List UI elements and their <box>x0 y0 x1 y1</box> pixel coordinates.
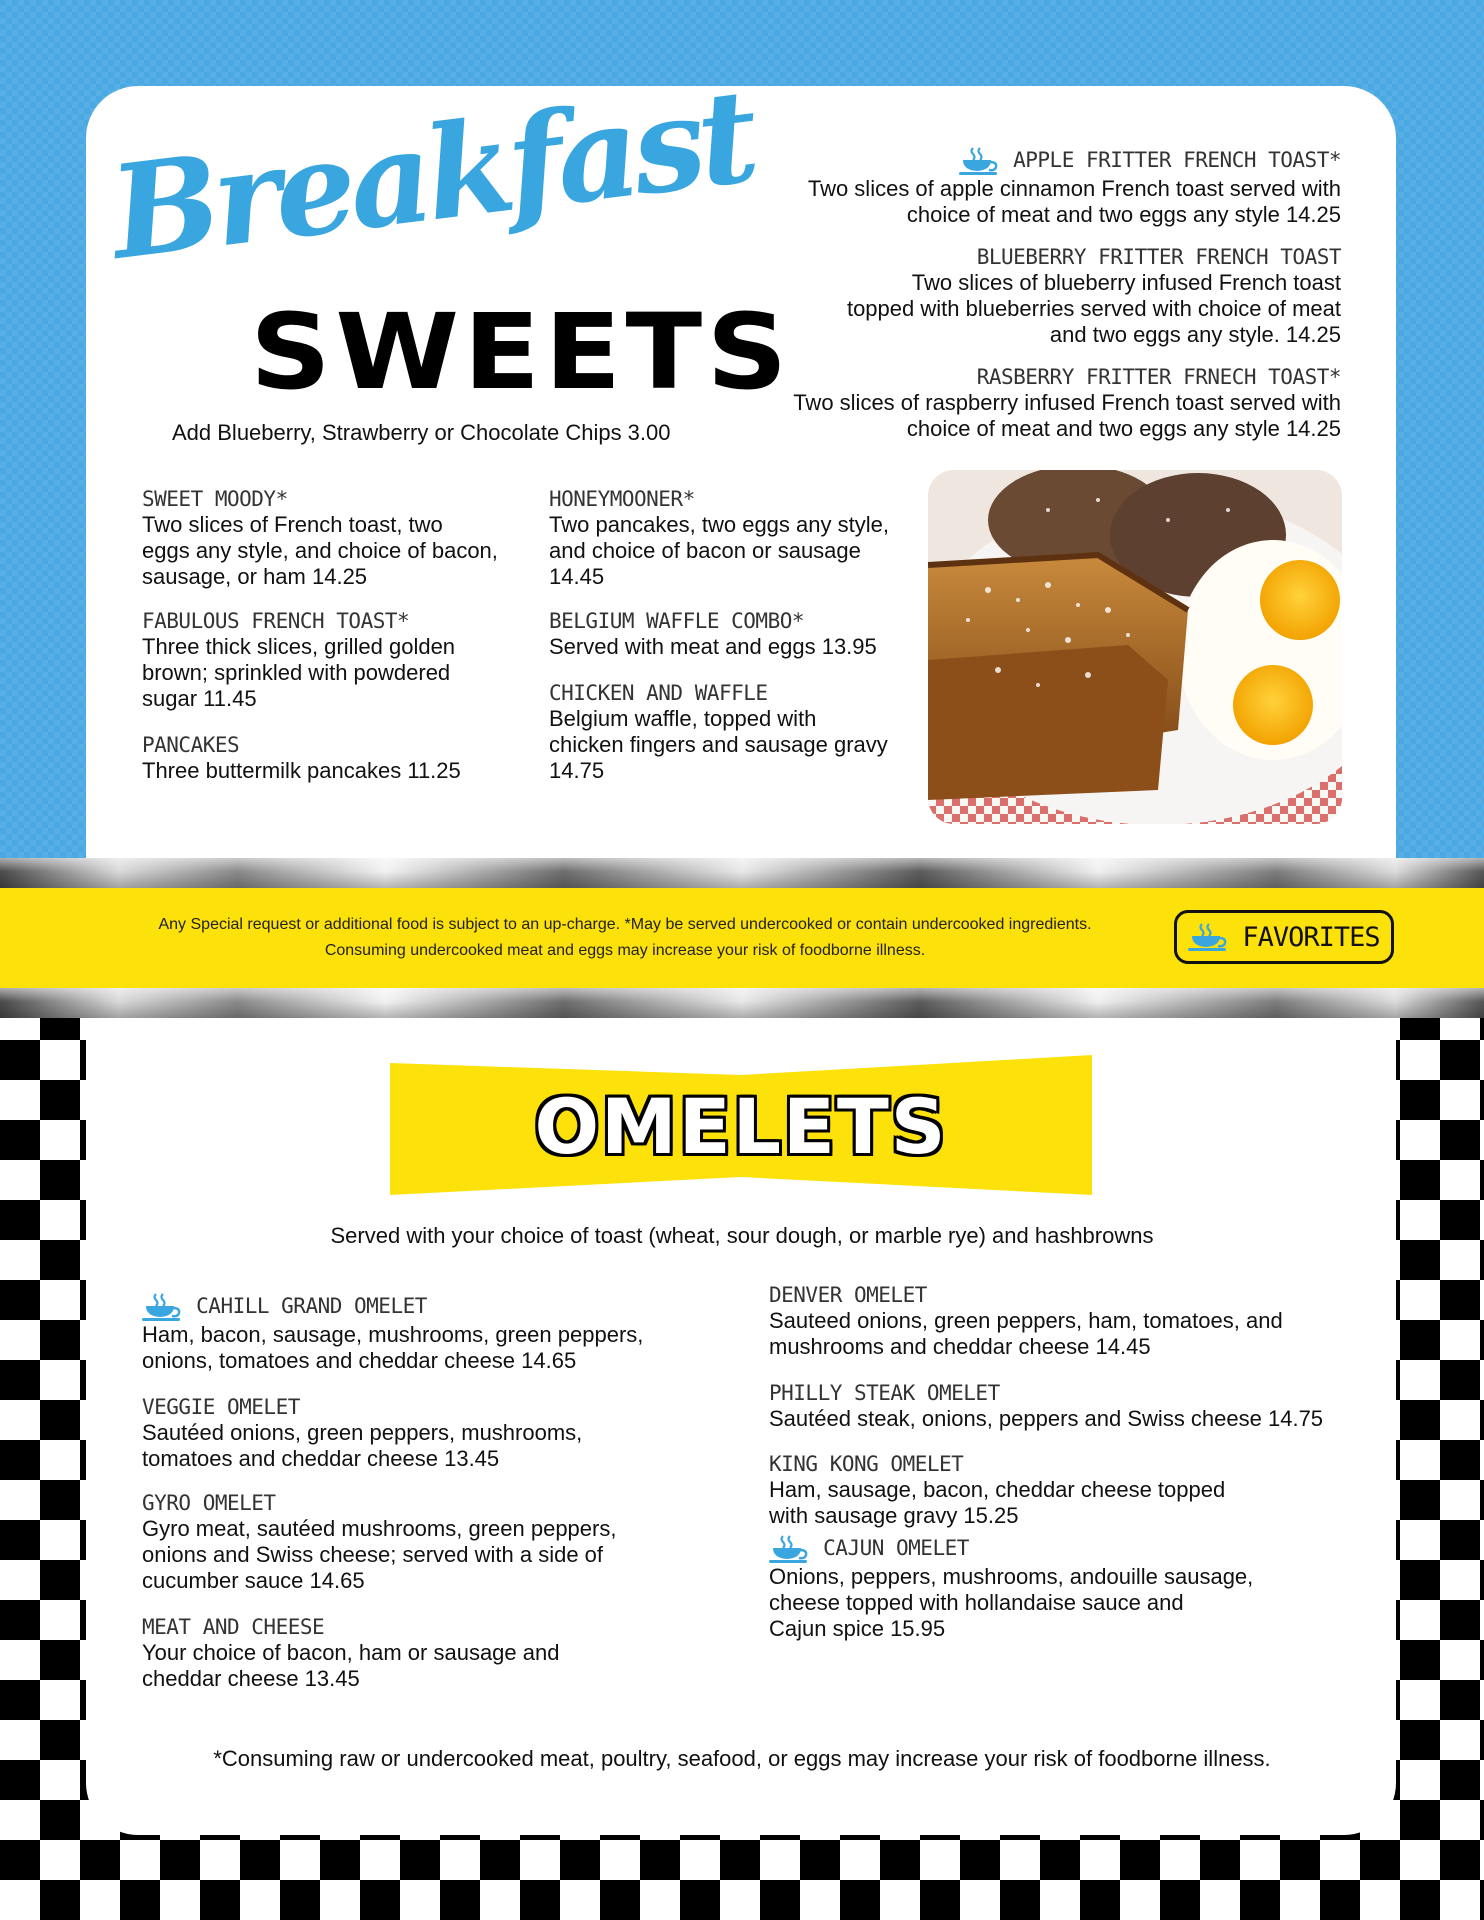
menu-item-name: APPLE FRITTER FRENCH TOAST* <box>701 146 1341 176</box>
menu-item-belgium-waffle-combo <box>549 608 877 660</box>
menu-item-honeymooner <box>549 486 889 590</box>
menu-item-denver-omelet <box>769 1282 1283 1360</box>
desc-line: tomatoes and cheddar cheese 13.45 <box>142 1446 500 1471</box>
featured-item-rasberry <box>701 364 1341 442</box>
desc-line: Sautéed steak, onions, peppers and Swiss cheese 14.75 <box>769 1406 1324 1431</box>
breakfast-title-sweets: SWEETS <box>250 291 792 413</box>
coffee-cup-icon <box>1188 922 1230 952</box>
desc-line: with sausage gravy 15.25 <box>769 1503 1019 1528</box>
notice-line: Consuming undercooked meat and eggs may increase your risk of foodborne illness. <box>324 942 926 959</box>
desc-line: Three thick slices, grilled golden <box>142 634 456 659</box>
desc-line: choice of meat and two eggs any style 14.25 <box>906 202 1341 227</box>
menu-item-name: KING KONG OMELET <box>769 1452 964 1476</box>
desc-line: sausage, or ham 14.25 <box>142 564 368 589</box>
menu-item-chicken-and-waffle <box>549 680 888 784</box>
menu-item-name: BLUEBERRY FRITTER FRENCH TOAST <box>976 245 1341 269</box>
desc-line: eggs any style, and choice of bacon, <box>142 538 498 563</box>
desc-line: Two slices of blueberry infused French toast <box>911 270 1341 295</box>
french-toast-photo <box>928 470 1342 824</box>
desc-line: Ham, bacon, sausage, mushrooms, green peppers, <box>142 1322 644 1347</box>
coffee-cup-icon <box>142 1292 184 1322</box>
chrome-divider-bottom <box>0 988 1484 1018</box>
desc-line: Served with meat and eggs 13.95 <box>549 634 877 659</box>
desc-line: and two eggs any style. 14.25 <box>1049 322 1341 347</box>
coffee-cup-icon <box>959 146 1001 176</box>
desc-line: mushrooms and cheddar cheese 14.45 <box>769 1334 1151 1359</box>
desc-line: and choice of bacon or sausage <box>549 538 861 563</box>
desc-line: Two slices of raspberry infused French toast served with <box>793 390 1341 415</box>
desc-line: cheddar cheese 13.45 <box>142 1666 360 1691</box>
menu-item-cahill-grand-omelet <box>142 1292 643 1374</box>
menu-item-name: DENVER OMELET <box>769 1283 927 1307</box>
omelets-subtitle: Served with your choice of toast (wheat, sour dough, or marble rye) and hashbrowns <box>330 1223 1154 1248</box>
desc-line: Two pancakes, two eggs any style, <box>549 512 889 537</box>
desc-line: sugar 11.45 <box>142 686 257 711</box>
chrome-divider-top <box>0 858 1484 888</box>
desc-line: brown; sprinkled with powdered <box>142 660 451 685</box>
desc-line: cucumber sauce 14.65 <box>142 1568 365 1593</box>
menu-item-name: PHILLY STEAK OMELET <box>769 1381 1000 1405</box>
desc-line: Two slices of French toast, two <box>142 512 443 537</box>
desc-line: chicken fingers and sausage gravy <box>549 732 888 757</box>
desc-line: Belgium waffle, topped with <box>549 706 817 731</box>
desc-line: Onions, peppers, mushrooms, andouille sausage, <box>769 1564 1254 1589</box>
breakfast-title-script: Breakfast <box>103 61 761 289</box>
favorites-label: FAVORITES <box>1242 921 1380 953</box>
desc-line: onions and Swiss cheese; served with a side of <box>142 1542 604 1567</box>
desc-line: onions, tomatoes and cheddar cheese 14.65 <box>142 1348 577 1373</box>
desc-line: Cajun spice 15.95 <box>769 1616 946 1641</box>
omelets-title: OMELETS <box>534 1082 948 1171</box>
menu-item-king-kong-omelet <box>769 1451 1225 1529</box>
menu-item-name: PANCAKES <box>142 733 240 757</box>
menu-item-sweet-moody <box>142 486 498 590</box>
favorites-legend <box>1174 910 1394 964</box>
menu-item-name: MEAT AND CHEESE <box>142 1615 325 1639</box>
featured-item-apple <box>701 146 1341 228</box>
coffee-cup-icon <box>769 1534 811 1564</box>
desc-line: Gyro meat, sautéed mushrooms, green peppers, <box>142 1516 617 1541</box>
menu-item-gyro-omelet <box>142 1490 616 1594</box>
menu-item-name: VEGGIE OMELET <box>142 1395 300 1419</box>
desc-line: 14.75 <box>549 758 605 783</box>
desc-line: cheese topped with hollandaise sauce and <box>769 1590 1184 1615</box>
menu-item-name: HONEYMOONER* <box>549 487 695 511</box>
desc-line: topped with blueberries served with choice of meat <box>846 296 1341 321</box>
menu-item-name: FABULOUS FRENCH TOAST* <box>142 609 410 633</box>
menu-item-name: CHICKEN AND WAFFLE <box>549 681 768 705</box>
menu-item-cajun-omelet <box>769 1534 1253 1642</box>
addon-note: Add Blueberry, Strawberry or Chocolate Chips 3.00 <box>172 420 671 445</box>
foodborne-illness-footnote: *Consuming raw or undercooked meat, poultry, seafood, or eggs may increase your risk of foodborne illness. <box>213 1746 1271 1771</box>
desc-line: 14.45 <box>549 564 605 589</box>
menu-item-name: RASBERRY FRITTER FRNECH TOAST* <box>976 365 1341 389</box>
upcharge-notice <box>100 912 1150 964</box>
featured-item-blueberry <box>701 244 1341 348</box>
desc-line: Your choice of bacon, ham or sausage and <box>142 1640 560 1665</box>
menu-item-philly-steak-omelet <box>769 1380 1323 1432</box>
desc-line: choice of meat and two eggs any style 14.25 <box>906 416 1341 441</box>
menu-item-name: CAHILL GRAND OMELET <box>142 1292 643 1322</box>
desc-line: Sautéed onions, green peppers, mushrooms, <box>142 1420 583 1445</box>
desc-line: Sauteed onions, green peppers, ham, tomatoes, and <box>769 1308 1283 1333</box>
notice-line: Any Special request or additional food is subject to an up-charge. *May be served undercooked or contain undercooked ingredients. <box>158 916 1092 933</box>
desc-line: Three buttermilk pancakes 11.25 <box>142 758 461 783</box>
desc-line: Two slices of apple cinnamon French toast served with <box>807 176 1341 201</box>
menu-item-name: SWEET MOODY* <box>142 487 288 511</box>
menu-item-name: CAJUN OMELET <box>769 1534 1253 1564</box>
desc-line: Ham, sausage, bacon, cheddar cheese topped <box>769 1477 1226 1502</box>
menu-item-name: BELGIUM WAFFLE COMBO* <box>549 609 805 633</box>
menu-item-meat-and-cheese <box>142 1614 559 1692</box>
menu-item-fabulous-french-toast <box>142 608 455 712</box>
menu-item-name: GYRO OMELET <box>142 1491 276 1515</box>
menu-item-veggie-omelet <box>142 1394 582 1472</box>
menu-item-pancakes <box>142 732 461 784</box>
